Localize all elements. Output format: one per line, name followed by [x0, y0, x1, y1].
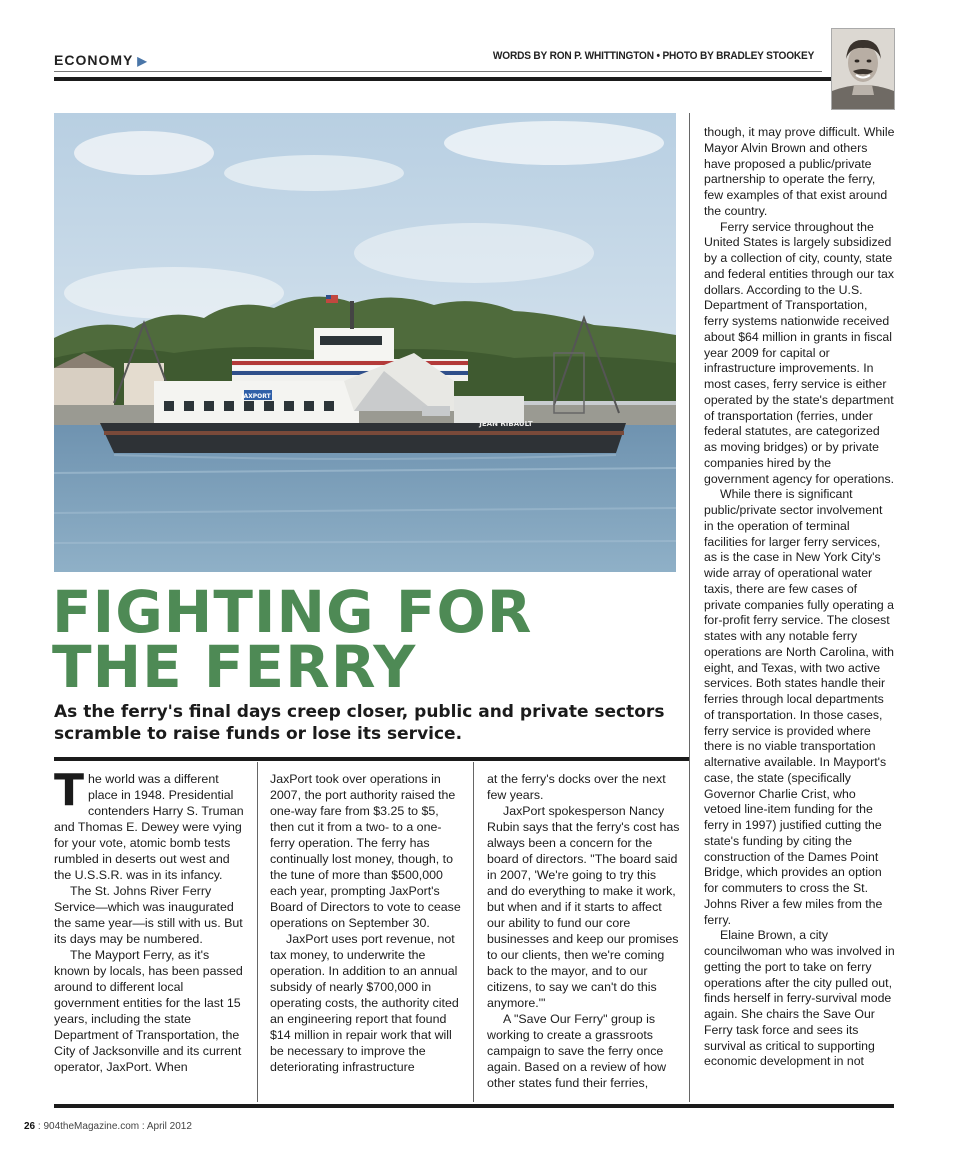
header-thick-rule [54, 77, 894, 81]
byline: WORDS BY RON P. WHITTINGTON • PHOTO BY BRADLEY STOOKEY [492, 50, 814, 62]
section-label [54, 52, 148, 68]
article-column-1 [54, 765, 247, 1075]
deck-rule [54, 757, 690, 761]
body-paragraph: Elaine Brown, a city councilwoman who was involved in getting the port to take on ferry operations after the city pulled out, finds herself in ferry-survival mode again. She chairs the Save Our Ferry task force and sees its survival as critical to supporting economic development in not [704, 928, 895, 1069]
section-name: ECONOMY [54, 52, 134, 68]
body-paragraph: Ferry service throughout the United States is largely subsidized by a collection of city, county, state and federal entities through our tax dollars. According to the U.S. Department of Transportation, ferry systems nationwide received about $64 million in grants in fiscal year 2009 for capital or infrastructure improvements. In most cases, ferry service is either operated by the state's department of transportation (ferries, under federal statutes, are categorized as moving bridges) or by private companies hired by the government agency for operations. [704, 219, 895, 486]
body-paragraph: While there is significant public/private sector involvement in the operation of terminal facilities for larger ferry services, as is the case in New York City's wide array of operational water taxis, there are few cases of private companies fully operating a for-profit ferry service. The closest states with any notable ferry operations are North Carolina, with eight, and Texas, with two active services. Both states handle their ferries through local departments of transportation. In those cases, ferry service is provided where there is no viable transportation alternative available. In Mayport's case, the state (specifically Governor Charlie Crist, who vetoed line-item funding for the ferry in 1997) justified cutting the state's funding by citing the construction of the Dames Point Bridge, which provides an option for commuters to cross the St. Johns River a few miles from the ferry. [704, 487, 895, 927]
article-column-4 [704, 125, 895, 1070]
publication-info: 904theMagazine.com : April 2012 [43, 1121, 192, 1132]
body-paragraph: at the ferry's docks over the next few years. [487, 772, 666, 802]
boat-logo: JAXPORT [241, 393, 271, 400]
column-divider [689, 113, 690, 1102]
headline-line-1: FIGHTING FOR [52, 578, 533, 646]
author-photo [831, 28, 895, 110]
footer-separator: : [35, 1121, 44, 1132]
dropcap: T [54, 765, 85, 816]
body-text: he world was a different place in 1948. Presidential contenders Harry S. Truman and Thomas E. Dewey were vying for your vote, atomic bomb tests rumbled in deserts out west and the U.S.S.R. was in its infancy. [54, 772, 244, 882]
page-footer [24, 1121, 192, 1132]
column-divider [257, 762, 258, 1102]
body-paragraph [54, 765, 247, 883]
body-paragraph: though, it may prove difficult. While Mayor Alvin Brown and others have proposed a public/private partnership to operate the ferry, few examples of that exist around the country. [704, 125, 895, 218]
body-paragraph: A "Save Our Ferry" group is working to create a grassroots campaign to save the ferry once again. Based on a review of how other states fund their ferries, [487, 1012, 667, 1090]
body-paragraph: JaxPort took over operations in 2007, the port authority raised the one-way fare from $3.25 to $5, then cut it from a two- to a one-ferry operation. The ferry has continually lost money, though, to the tune of more than $500,000 each year, prompting JaxPort's Board of Directors to vote to cease operations on September 30. [270, 772, 461, 930]
header-thin-rule [54, 71, 822, 72]
body-paragraph: The St. Johns River Ferry Service—which was inaugurated the same year—is still with us. But its days may be numbered. [54, 884, 243, 946]
headline-line-2: THE FERRY [52, 633, 417, 701]
boat-name: JEAN RIBAULT [479, 420, 533, 428]
article-column-3 [487, 771, 680, 1091]
body-paragraph: JaxPort spokesperson Nancy Rubin says that the ferry's cost has always been a concern for the board of directors. "The board said in 2007, 'We're going to try this and do everything to make it work, but when and if it starts to affect our ability to fund our core businesses and keep our promises to our clients, then we're coming back to the mayor, and to our citizens, to say we can't do this anymore.'" [487, 804, 680, 1010]
body-paragraph: JaxPort uses port revenue, not tax money, to underwrite the operation. In addition to an annual subsidy of nearly $700,000 in operating costs, the authority cited an engineering report that found $14 million in repair work that will be necessary to improve the deteriorating infrastructure [270, 932, 459, 1074]
ferry-photo [54, 113, 676, 572]
deck: As the ferry's final days creep closer, public and private sectors scramble to raise funds or lose its service. [54, 702, 665, 744]
footer-rule [54, 1104, 894, 1108]
body-paragraph: The Mayport Ferry, as it's known by locals, has been passed around to different local government entities for the last 15 years, including the state Department of Transportation, the City of Jacksonville and its current operator, JaxPort. When [54, 948, 243, 1074]
article-column-2 [270, 771, 463, 1075]
triangle-right-icon: ▶ [137, 54, 148, 68]
headline [52, 578, 533, 701]
column-divider [473, 762, 474, 1102]
page-number: 26 [24, 1121, 36, 1132]
